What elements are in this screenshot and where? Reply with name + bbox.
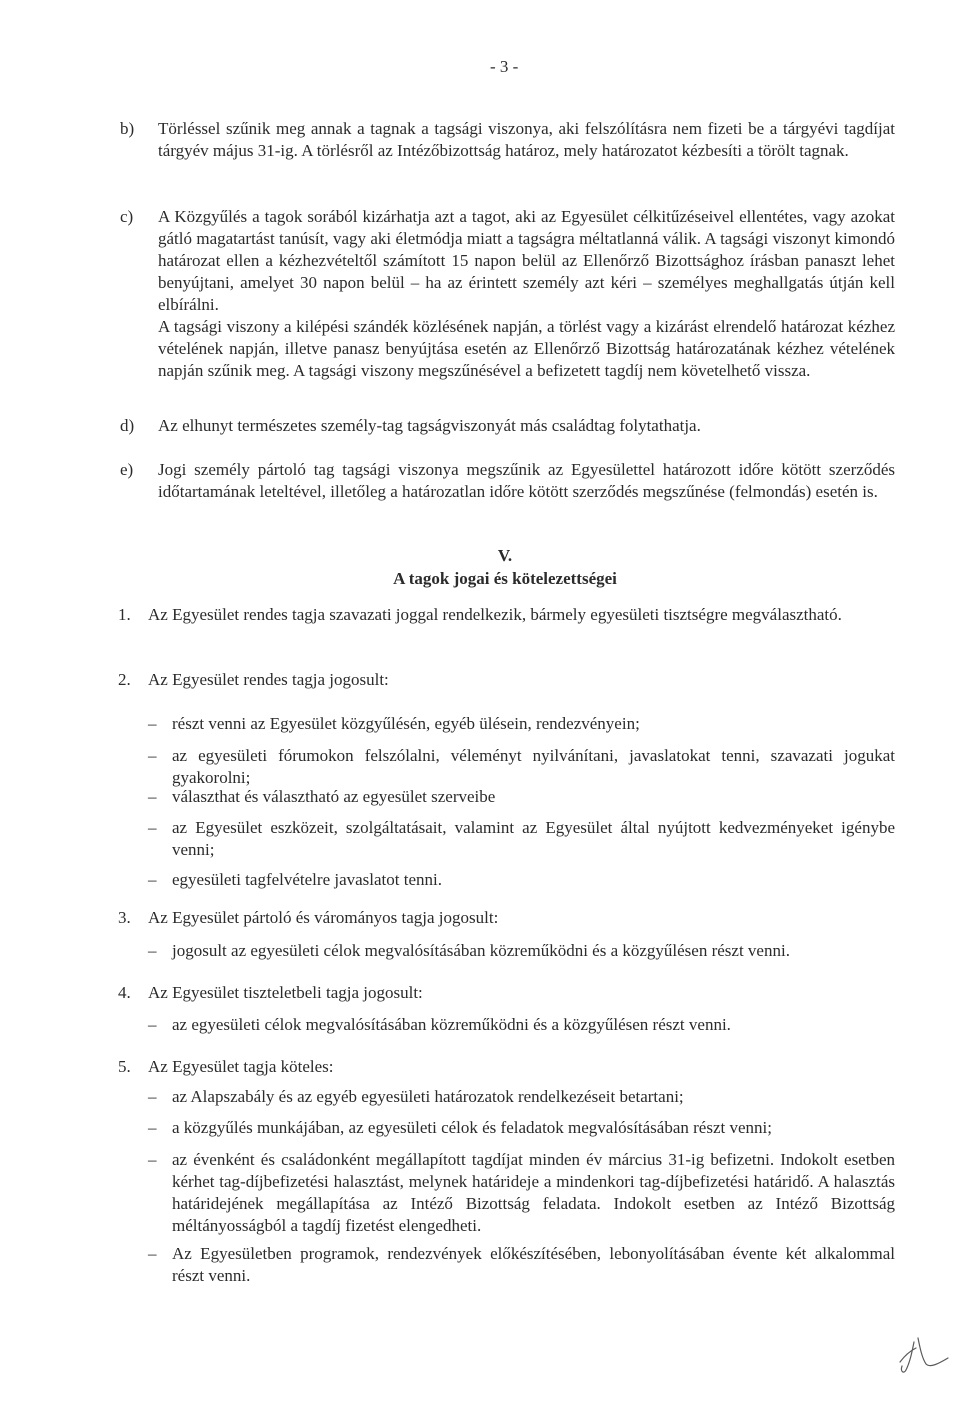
bullet-item	[148, 713, 895, 735]
bullet-item	[148, 869, 895, 891]
numbered-item-2	[118, 669, 895, 691]
item-label: e)	[120, 460, 134, 479]
item-label: d)	[120, 416, 135, 435]
list-item-b	[120, 118, 895, 162]
bullet-text: az évenként és családonként megállapított tagdíjat minden év március 31-ig befizetni. Indokolt esetben kérhet tag-díjbefizetési halasztást, melynek határideje a mindenkori tag-díjbefizetési határidő. A halasztás határidejének megállapítása az Intéző Bizottság feladata. Indokolt esetben az Intéző Bizottság méltányosságból a tagdíj fizetést elengedheti.	[172, 1150, 895, 1235]
bullet-text: az egyesületi fórumokon felszólalni, véleményt nyilvánítani, javaslatokat tenni, szavazati jogukat gyakorolni;	[172, 746, 895, 787]
dash-marker: –	[148, 1015, 157, 1034]
bullet-item	[148, 1086, 895, 1108]
bullet-text: egyesületi tagfelvételre javaslatot tenni.	[172, 870, 442, 889]
dash-marker: –	[148, 941, 157, 960]
bullet-text: részt venni az Egyesület közgyűlésén, egyéb ülésein, rendezvényein;	[172, 714, 640, 733]
list-item-d	[120, 415, 895, 437]
dash-marker: –	[148, 787, 157, 806]
item-text: Az Egyesület rendes tagja szavazati joggal rendelkezik, bármely egyesületi tisztségre megválasztható.	[148, 605, 842, 624]
bullet-item	[148, 745, 895, 789]
numbered-item-3	[118, 907, 895, 929]
bullet-item	[148, 940, 895, 962]
item-number: 4.	[118, 983, 131, 1002]
numbered-item-5	[118, 1056, 895, 1078]
bullet-text: az egyesületi célok megvalósításában közreműködni és a közgyűlésen részt venni.	[172, 1015, 731, 1034]
item-text: Az Egyesület pártoló és várományos tagja jogosult:	[148, 908, 499, 927]
item-text: Törléssel szűnik meg annak a tagnak a tagsági viszonya, aki felszólításra nem fizeti be a tárgyévi tagdíjat tárgyév május 31-ig. A törlésről az Intézőbizottság határoz, mely határozatot kézbesíti a törölt tagnak.	[158, 119, 895, 160]
item-label: c)	[120, 207, 134, 226]
bullet-text: jogosult az egyesületi célok megvalósításában közreműködni és a közgyűlésen részt venni.	[172, 941, 790, 960]
bullet-text: az Alapszabály és az egyéb egyesületi határozatok rendelkezéseit betartani;	[172, 1087, 684, 1106]
dash-marker: –	[148, 1150, 157, 1169]
bullet-text: a közgyűlés munkájában, az egyesületi célok és feladatok megvalósításában részt venni;	[172, 1118, 772, 1137]
item-text: Az Egyesület tiszteletbeli tagja jogosult:	[148, 983, 423, 1002]
section-title: A tagok jogai és kötelezettségei	[393, 569, 617, 588]
bullet-item	[148, 1243, 895, 1287]
bullet-item	[148, 1149, 895, 1237]
list-item-c	[120, 206, 895, 382]
item-text: Az elhunyt természetes személy-tag tagságviszonyát más családtag folytathatja.	[158, 416, 701, 435]
dash-marker: –	[148, 818, 157, 837]
item-text: Az Egyesület tagja köteles:	[148, 1057, 334, 1076]
numbered-item-1	[118, 604, 895, 626]
bullet-item	[148, 1014, 895, 1036]
section-numeral: V.	[497, 546, 513, 565]
page-number: - 3 -	[490, 57, 519, 76]
item-number: 1.	[118, 605, 131, 624]
item-text: A tagsági viszony a kilépési szándék közlésének napján, a törlést vagy a kizárást elrendelő határozat kézhez vételének napján, illetve panasz benyújtása esetén az Ellenőrző Bizottság határozatának kézhez vételének napján szűnik meg. A tagsági viszony megszűnésével a befizetett tagdíj nem követelhető vissza.	[158, 317, 895, 380]
dash-marker: –	[148, 870, 157, 889]
item-text: Jogi személy pártoló tag tagsági viszonya megszűnik az Egyesülettel határozott időre kötött szerződés időtartamának leteltével, illetőleg a határozatlan időre kötött szerződés megszűnése (felmondás) esetén is.	[158, 460, 895, 501]
bullet-text: Az Egyesületben programok, rendezvények előkészítésében, lebonyolításában évente két alkalommal részt venni.	[172, 1244, 895, 1285]
item-text: A Közgyűlés a tagok sorából kizárhatja azt a tagot, aki az Egyesület célkitűzéseivel ellentétes, vagy azokat gátló magatartást tanúsít, vagy aki életmódja miatt a tagságra méltatlanná válik. A tagsági viszonyt kimondó határozat ellen a kézhezvételtől számított 15 napon belül az Ellenőrző Bizottsághoz írásban panaszt lehet benyújtani, amelyet 30 napon belül – ha az érintett személy azt kéri – személyes meghallgatás útján kell elbírálni.	[158, 207, 895, 314]
dash-marker: –	[148, 1087, 157, 1106]
signature-initials	[892, 1328, 952, 1378]
item-number: 5.	[118, 1057, 131, 1076]
dash-marker: –	[148, 746, 157, 765]
item-number: 3.	[118, 908, 131, 927]
bullet-item	[148, 817, 895, 861]
item-number: 2.	[118, 670, 131, 689]
bullet-item	[148, 1117, 895, 1139]
item-label: b)	[120, 119, 135, 138]
bullet-text: az Egyesület eszközeit, szolgáltatásait, valamint az Egyesület által nyújtott kedvezményeket igénybe venni;	[172, 818, 895, 859]
bullet-text: választhat és választható az egyesület szerveibe	[172, 787, 496, 806]
dash-marker: –	[148, 1244, 157, 1263]
item-text: Az Egyesület rendes tagja jogosult:	[148, 670, 389, 689]
dash-marker: –	[148, 1118, 157, 1137]
bullet-item	[148, 786, 895, 808]
dash-marker: –	[148, 714, 157, 733]
list-item-e	[120, 459, 895, 503]
numbered-item-4	[118, 982, 895, 1004]
